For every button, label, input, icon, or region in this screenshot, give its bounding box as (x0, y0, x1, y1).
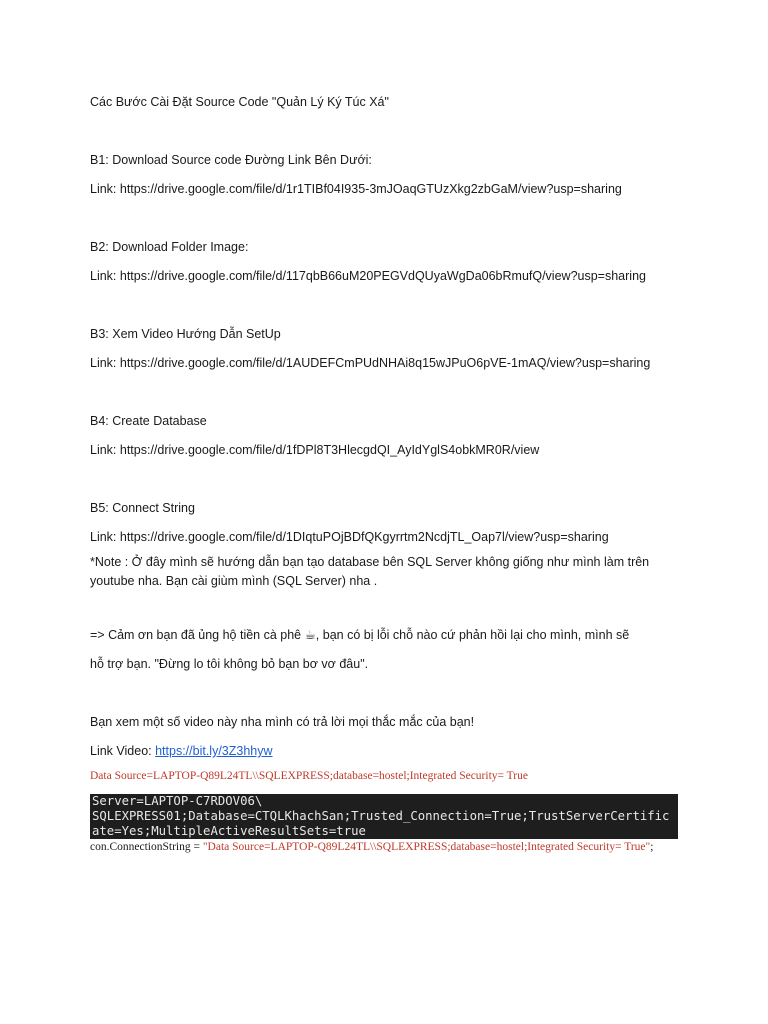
code-string: "Data Source=LAPTOP-Q89L24TL\\SQLEXPRESS;database=hostel;Integrated Security= True" (202, 841, 651, 853)
link-video-row (90, 743, 690, 760)
link-video-url[interactable]: https://bit.ly/3Z3hhyw (155, 744, 273, 758)
document-title: Các Bước Cài Đặt Source Code "Quản Lý Ký Túc Xá" (90, 95, 389, 109)
thanks-line-1: => Cảm ơn bạn đã ủng hộ tiền cà phê ☕, bạn có bị lỗi chỗ nào cứ phản hồi lại cho mình, mình sẽ (90, 628, 630, 642)
note-text: *Note : Ở đây mình sẽ hướng dẫn bạn tạo database bên SQL Server không giống như mình làm trên youtube nha. Bạn cài giùm mình (SQL Server) nha . (90, 555, 650, 588)
link-video-label: Link Video: (90, 744, 156, 758)
step-4-link[interactable]: Link: https://drive.google.com/file/d/1fDPl8T3HlecgdQI_AyIdYglS4obkMR0R/view (90, 443, 540, 457)
step-3-heading: B3: Xem Video Hướng Dẫn SetUp (90, 327, 281, 341)
step-5-heading: B5: Connect String (90, 501, 195, 515)
code-block: Server=LAPTOP-C7RDOV06\ SQLEXPRESS01;Database=CTQLKhachSan;Trusted_Connection=True;TrustServerCertificate=Yes;MultipleActiveResultSets=true (90, 794, 678, 839)
step-5-link[interactable]: Link: https://drive.google.com/file/d/1DIqtuPOjBDfQKgyrrtm2NcdjTL_Oap7l/view?usp=sharing (90, 530, 609, 544)
connection-string-line (90, 839, 690, 856)
code-suffix: ; (650, 841, 654, 853)
videos-intro: Bạn xem một số video này nha mình có trả lời mọi thắc mắc của bạn! (90, 715, 475, 729)
code-prefix: con.ConnectionString = (90, 841, 203, 853)
step-2-link[interactable]: Link: https://drive.google.com/file/d/117qbB66uM20PEGVdQUyaWgDa06bRmufQ/view?usp=sharing (90, 269, 646, 283)
step-1-link[interactable]: Link: https://drive.google.com/file/d/1r1TIBf04I935-3mJOaqGTUzXkg2zbGaM/view?usp=sharing (90, 182, 622, 196)
data-source-text: Data Source=LAPTOP-Q89L24TL\\SQLEXPRESS;database=hostel;Integrated Security= True (90, 770, 528, 782)
step-2-heading: B2: Download Folder Image: (90, 240, 249, 254)
step-3-link[interactable]: Link: https://drive.google.com/file/d/1AUDEFCmPUdNHAi8q15wJPuO6pVE-1mAQ/view?usp=sharing (90, 356, 651, 370)
step-1-heading: B1: Download Source code Đường Link Bên Dưới: (90, 153, 372, 167)
step-4-heading: B4: Create Database (90, 414, 207, 428)
thanks-line-2: hỗ trợ bạn. "Đừng lo tôi không bỏ bạn bơ vơ đâu". (90, 657, 369, 671)
document-page (90, 94, 690, 856)
